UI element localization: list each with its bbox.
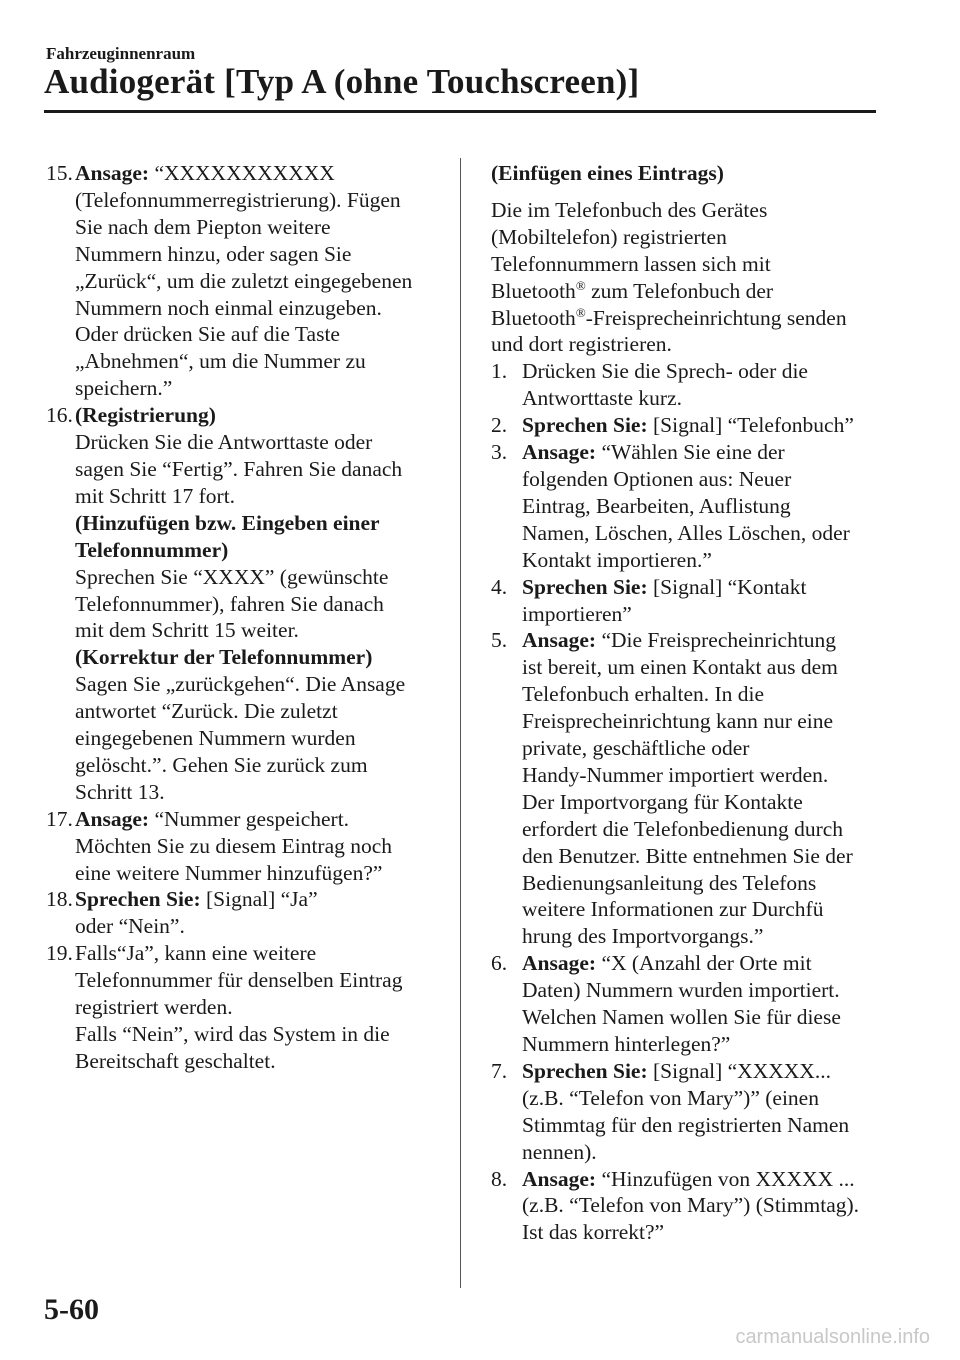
step-text: Eintrag, Bearbeiten, Auflistung bbox=[522, 493, 791, 518]
subheading: (Korrektur der Telefonnummer) bbox=[75, 645, 373, 670]
section-label: Fahrzeuginnenraum bbox=[46, 44, 196, 63]
step-text: Telefonnummer für denselben Eintrag bbox=[75, 968, 403, 993]
step-6 bbox=[491, 950, 891, 1058]
registered-mark: ® bbox=[575, 277, 586, 293]
page-title: Audiogerät [Typ A (ohne Touchscreen)] bbox=[44, 62, 640, 101]
step-19 bbox=[46, 940, 446, 1075]
step-text: (z.B. “Telefon von Mary”)” (einen bbox=[522, 1085, 819, 1110]
step-text: mit Schritt 17 fort. bbox=[75, 483, 236, 508]
step-label: Sprechen Sie: bbox=[75, 887, 201, 912]
step-text: Telefonbuch erhalten. In die bbox=[522, 682, 765, 707]
title-rule bbox=[44, 110, 876, 113]
step-8 bbox=[491, 1166, 891, 1247]
step-16 bbox=[46, 402, 446, 806]
step-17 bbox=[46, 806, 446, 887]
step-text: [Signal] “XXXXX... bbox=[653, 1058, 831, 1083]
step-text: private, geschäftliche oder bbox=[522, 736, 750, 761]
step-label: Ansage: bbox=[75, 161, 150, 185]
step-number: 5. bbox=[491, 628, 508, 653]
step-label: Ansage: bbox=[75, 806, 150, 831]
step-text: folgenden Optionen aus: Neuer bbox=[522, 466, 792, 491]
step-text: gelöscht.”. Gehen Sie zurück zum bbox=[75, 752, 368, 777]
step-text: Drücken Sie die Sprech- oder die bbox=[522, 359, 808, 384]
step-label: Sprechen Sie: bbox=[522, 413, 648, 438]
step-label: Ansage: bbox=[522, 1166, 597, 1191]
step-text: „Abnehmen“, um die Nummer zu bbox=[75, 349, 366, 374]
intro-text: zum Telefonbuch der bbox=[585, 278, 774, 303]
step-heading: (Registrierung) bbox=[75, 403, 216, 428]
left-column bbox=[46, 160, 446, 1075]
step-text: Falls“Ja”, kann eine weitere bbox=[75, 941, 317, 966]
step-text: mit dem Schritt 15 weiter. bbox=[75, 618, 299, 643]
step-number: 8. bbox=[491, 1166, 508, 1191]
step-text: [Signal] “Kontakt bbox=[653, 574, 807, 599]
step-text: Bereitschaft geschaltet. bbox=[75, 1048, 276, 1073]
step-number: 1. bbox=[491, 359, 508, 384]
step-text: oder “Nein”. bbox=[75, 914, 185, 939]
right-column bbox=[491, 160, 891, 1246]
step-text: Handy-Nummer importiert werden. bbox=[522, 762, 829, 787]
step-18 bbox=[46, 886, 446, 940]
step-text: Nummern hinterlegen?” bbox=[522, 1032, 731, 1056]
step-text: Nummern noch einmal einzugeben. bbox=[75, 295, 382, 320]
step-15 bbox=[46, 160, 446, 402]
step-3 bbox=[491, 439, 891, 574]
intro-text: (Mobiltelefon) registrierten bbox=[491, 224, 727, 249]
step-text: [Signal] “Ja” bbox=[206, 887, 318, 912]
step-text: Nummern hinzu, oder sagen Sie bbox=[75, 241, 352, 266]
step-5 bbox=[491, 627, 891, 950]
step-text: Sprechen Sie “XXXX” (gewünschte bbox=[75, 564, 389, 589]
step-label: Sprechen Sie: bbox=[522, 574, 648, 599]
step-4 bbox=[491, 574, 891, 628]
intro-text: und dort registrieren. bbox=[491, 332, 672, 357]
step-text: erfordert die Telefonbedienung durch bbox=[522, 816, 844, 841]
step-text: [Signal] “Telefonbuch” bbox=[653, 413, 854, 438]
section-heading: (Einfügen eines Eintrags) bbox=[491, 161, 724, 185]
step-number: 15. bbox=[46, 161, 73, 185]
step-text: registriert werden. bbox=[75, 995, 233, 1020]
step-text: sagen Sie “Fertig”. Fahren Sie danach bbox=[75, 456, 403, 481]
step-text: importieren” bbox=[522, 601, 632, 626]
step-text: nennen). bbox=[522, 1139, 597, 1164]
step-label: Ansage: bbox=[522, 440, 597, 465]
step-number: 3. bbox=[491, 440, 508, 465]
step-text: “Wählen Sie eine der bbox=[601, 440, 785, 465]
step-text: Namen, Löschen, Alles Löschen, oder bbox=[522, 520, 850, 545]
step-7 bbox=[491, 1058, 891, 1166]
step-number: 19. bbox=[46, 941, 73, 966]
step-text: “Nummer gespeichert. bbox=[154, 806, 350, 831]
intro-text: Bluetooth bbox=[491, 305, 576, 330]
step-number: 7. bbox=[491, 1058, 508, 1083]
step-text: Ist das korrekt?” bbox=[522, 1220, 665, 1245]
step-text: weitere Informationen zur Durchfü bbox=[522, 897, 824, 922]
step-text: (Telefonnummerregistrierung). Fügen bbox=[75, 187, 401, 212]
step-text: den Benutzer. Bitte entnehmen Sie der bbox=[522, 843, 853, 868]
watermark: carmanualsonline.info bbox=[735, 1326, 930, 1348]
step-number: 16. bbox=[46, 403, 73, 428]
step-text: Drücken Sie die Antworttaste oder bbox=[75, 430, 373, 455]
step-text: Falls “Nein”, wird das System in die bbox=[75, 1022, 390, 1046]
step-text: antwortet “Zurück. Die zuletzt bbox=[75, 699, 338, 724]
step-text: Bedienungsanleitung des Telefons bbox=[522, 870, 817, 895]
step-text: “Hinzufügen von XXXXX ... bbox=[601, 1166, 855, 1191]
step-text: Schritt 13. bbox=[75, 779, 165, 804]
step-text: Welchen Namen wollen Sie für diese bbox=[522, 1005, 841, 1030]
step-text: Sie nach dem Piepton weitere bbox=[75, 214, 331, 239]
step-number: 4. bbox=[491, 574, 508, 599]
step-number: 17. bbox=[46, 806, 73, 831]
step-number: 2. bbox=[491, 413, 508, 438]
step-label: Ansage: bbox=[522, 951, 597, 976]
step-text: Sagen Sie „zurückgehen“. Die Ansage bbox=[75, 672, 406, 697]
intro-paragraph bbox=[491, 197, 891, 358]
step-label: Sprechen Sie: bbox=[522, 1058, 648, 1083]
step-text: Oder drücken Sie auf die Taste bbox=[75, 322, 340, 347]
subheading: Telefonnummer) bbox=[75, 537, 229, 562]
step-text: ist bereit, um einen Kontakt aus dem bbox=[522, 655, 838, 680]
step-text: Antworttaste kurz. bbox=[522, 386, 683, 411]
step-text: hrung des Importvorgangs.” bbox=[522, 924, 764, 949]
step-text: eingegebenen Nummern wurden bbox=[75, 726, 356, 751]
registered-mark: ® bbox=[575, 304, 586, 320]
intro-text: Die im Telefonbuch des Gerätes bbox=[491, 197, 768, 222]
column-divider bbox=[460, 158, 461, 1288]
step-text: Stimmtag für den registrierten Namen bbox=[522, 1112, 850, 1137]
step-label: Ansage: bbox=[522, 628, 597, 653]
step-text: “X (Anzahl der Orte mit bbox=[601, 951, 812, 976]
intro-text: Bluetooth bbox=[491, 278, 576, 303]
subheading: (Hinzufügen bzw. Eingeben einer bbox=[75, 510, 380, 535]
step-text: Telefonnummer), fahren Sie danach bbox=[75, 591, 384, 616]
step-text: Daten) Nummern wurden importiert. bbox=[522, 978, 840, 1003]
page-number: 5-60 bbox=[44, 1293, 99, 1326]
step-text: “Die Freisprecheinrichtung bbox=[601, 628, 837, 653]
step-text: Möchten Sie zu diesem Eintrag noch bbox=[75, 833, 393, 858]
step-number: 6. bbox=[491, 951, 508, 976]
intro-text: -Freisprecheinrichtung senden bbox=[585, 305, 847, 330]
step-text: speichern.” bbox=[75, 376, 173, 401]
step-text: (z.B. “Telefon von Mary”) (Stimmtag). bbox=[522, 1193, 860, 1218]
step-text: „Zurück“, um die zuletzt eingegebenen bbox=[75, 268, 413, 293]
step-number: 18. bbox=[46, 887, 73, 912]
step-text: eine weitere Nummer hinzufügen?” bbox=[75, 860, 383, 885]
step-1 bbox=[491, 358, 891, 412]
step-text: Freisprecheinrichtung kann nur eine bbox=[522, 709, 834, 734]
step-text: “XXXXXXXXXXX bbox=[154, 161, 335, 185]
step-text: Kontakt importieren.” bbox=[522, 547, 712, 572]
step-text: Der Importvorgang für Kontakte bbox=[522, 789, 803, 814]
step-2 bbox=[491, 412, 891, 439]
intro-text: Telefonnummern lassen sich mit bbox=[491, 251, 771, 276]
